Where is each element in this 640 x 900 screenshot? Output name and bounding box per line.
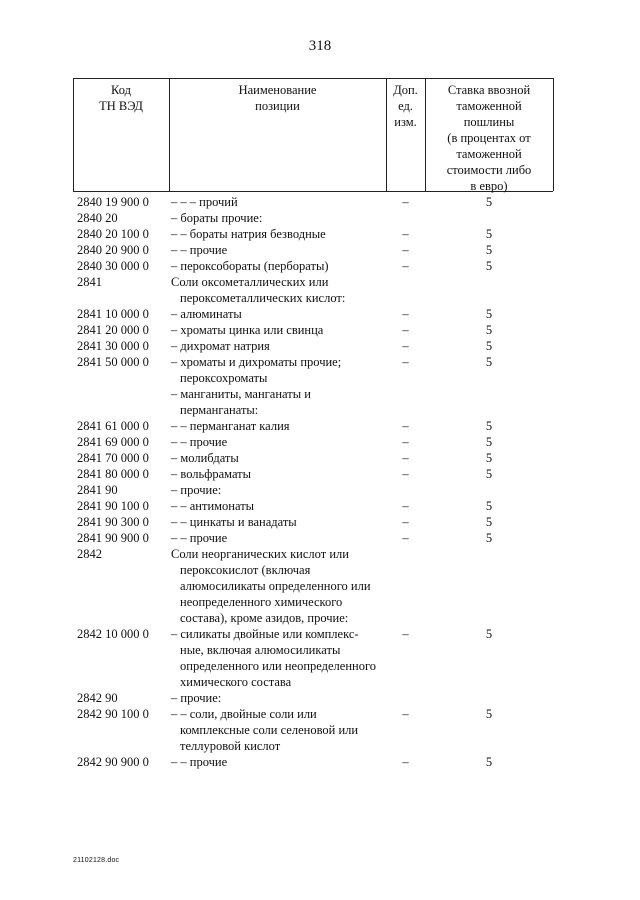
row-code xyxy=(73,386,169,418)
description-line: – – антимонаты xyxy=(171,499,255,513)
row-code: 2842 xyxy=(77,547,102,561)
description-line: – – – прочий xyxy=(171,195,238,209)
row-description xyxy=(169,514,386,530)
row-code: 2841 xyxy=(77,275,102,289)
description-line: – прочие: xyxy=(171,691,222,705)
row-description xyxy=(169,354,386,386)
header-name: Наименование позиции xyxy=(238,83,317,113)
row-code: 2841 90 900 0 xyxy=(77,531,149,545)
row-code: 2841 20 000 0 xyxy=(77,323,149,337)
header-code: Код ТН ВЭД xyxy=(99,83,143,113)
table-row xyxy=(73,450,553,466)
description-line: пероксометаллических кислот: xyxy=(180,291,346,305)
description-line: неопределенного химического xyxy=(180,595,343,609)
row-rate: 5 xyxy=(485,435,493,449)
table-row xyxy=(73,482,553,498)
table-row xyxy=(73,226,553,242)
table-row xyxy=(73,514,553,530)
row-unit: – xyxy=(402,531,409,545)
table-row xyxy=(73,338,553,354)
row-code: 2840 20 900 0 xyxy=(77,243,149,257)
row-description xyxy=(169,482,386,498)
row-unit: – xyxy=(402,419,409,433)
row-rate: 5 xyxy=(485,355,493,369)
description-line: – хроматы и дихроматы прочие; xyxy=(171,355,342,369)
row-unit xyxy=(386,386,425,418)
table-row xyxy=(73,322,553,338)
row-unit xyxy=(386,690,425,706)
description-line: – – перманганат калия xyxy=(171,419,290,433)
row-rate xyxy=(425,274,553,306)
row-code: 2841 90 xyxy=(77,483,118,497)
header-unit: Доп. ед. изм. xyxy=(393,83,418,129)
footer-filename: 21102128.doc xyxy=(73,857,120,864)
description-line: – прочие: xyxy=(171,483,222,497)
row-description xyxy=(169,386,386,418)
row-rate: 5 xyxy=(485,227,493,241)
row-rate: 5 xyxy=(485,707,493,721)
row-description xyxy=(169,210,386,226)
row-unit: – xyxy=(402,627,409,641)
row-code: 2841 30 000 0 xyxy=(77,339,149,353)
description-line: пероксохроматы xyxy=(180,371,268,385)
row-description xyxy=(169,226,386,242)
row-unit: – xyxy=(402,515,409,529)
header-right-border xyxy=(553,78,554,191)
description-line: – пероксобораты (пербораты) xyxy=(171,259,329,273)
row-description xyxy=(169,466,386,482)
row-rate: 5 xyxy=(485,195,493,209)
table-row xyxy=(73,466,553,482)
row-code: 2841 69 000 0 xyxy=(77,435,149,449)
row-rate: 5 xyxy=(485,627,493,641)
row-rate: 5 xyxy=(485,243,493,257)
description-line: перманганаты: xyxy=(180,403,259,417)
description-line: – – прочие xyxy=(171,755,228,769)
row-unit xyxy=(386,210,425,226)
table-row xyxy=(73,546,553,626)
header-rate: Ставка ввозной таможенной пошлины (в процентах от таможенной стоимости либо в евро) xyxy=(446,83,532,193)
row-unit: – xyxy=(402,499,409,513)
row-unit: – xyxy=(402,755,409,769)
description-line: – – бораты натрия безводные xyxy=(171,227,326,241)
row-description xyxy=(169,434,386,450)
row-code: 2841 50 000 0 xyxy=(77,355,149,369)
table-body xyxy=(73,194,553,770)
row-description xyxy=(169,530,386,546)
description-line: – молибдаты xyxy=(171,451,239,465)
row-description xyxy=(169,706,386,754)
row-rate: 5 xyxy=(485,307,493,321)
row-rate xyxy=(425,690,553,706)
row-rate: 5 xyxy=(485,531,493,545)
row-description xyxy=(169,306,386,322)
table-top-border xyxy=(73,78,553,79)
description-line: – манганиты, манганаты и xyxy=(171,387,311,401)
table-row xyxy=(73,258,553,274)
row-unit xyxy=(386,546,425,626)
page-number: 318 xyxy=(308,38,332,54)
row-rate xyxy=(425,482,553,498)
table-row xyxy=(73,690,553,706)
description-line: – – прочие xyxy=(171,435,228,449)
row-description xyxy=(169,546,386,626)
row-unit: – xyxy=(402,355,409,369)
row-unit: – xyxy=(402,323,409,337)
description-line: Соли оксометаллических или xyxy=(171,275,329,289)
description-line: – бораты прочие: xyxy=(171,211,263,225)
table-row xyxy=(73,210,553,226)
description-line: – хроматы цинка или свинца xyxy=(171,323,324,337)
description-line: химического состава xyxy=(180,675,292,689)
row-unit: – xyxy=(402,467,409,481)
description-line: – дихромат натрия xyxy=(171,339,270,353)
row-code: 2841 70 000 0 xyxy=(77,451,149,465)
table-row xyxy=(73,242,553,258)
description-line: – алюминаты xyxy=(171,307,242,321)
row-code: 2840 30 000 0 xyxy=(77,259,149,273)
row-code: 2841 80 000 0 xyxy=(77,467,149,481)
row-unit: – xyxy=(402,435,409,449)
row-unit: – xyxy=(402,227,409,241)
description-line: пероксокислот (включая xyxy=(180,563,311,577)
row-description xyxy=(169,258,386,274)
row-description xyxy=(169,498,386,514)
row-description xyxy=(169,338,386,354)
row-code: 2841 61 000 0 xyxy=(77,419,149,433)
table-row xyxy=(73,306,553,322)
row-code: 2842 90 xyxy=(77,691,118,705)
description-line: определенного или неопределенного xyxy=(180,659,377,673)
description-line: ные, включая алюмосиликаты xyxy=(180,643,341,657)
description-line: алюмосиликаты определенного или xyxy=(180,579,371,593)
row-unit: – xyxy=(402,451,409,465)
row-description xyxy=(169,274,386,306)
row-unit xyxy=(386,482,425,498)
row-rate: 5 xyxy=(485,467,493,481)
row-rate: 5 xyxy=(485,419,493,433)
row-description xyxy=(169,690,386,706)
row-unit: – xyxy=(402,339,409,353)
row-description xyxy=(169,322,386,338)
description-line: – – прочие xyxy=(171,243,228,257)
table-row xyxy=(73,194,553,210)
row-code: 2842 90 900 0 xyxy=(77,755,149,769)
row-rate: 5 xyxy=(485,323,493,337)
row-rate xyxy=(425,546,553,626)
row-code: 2841 90 300 0 xyxy=(77,515,149,529)
row-code: 2841 10 000 0 xyxy=(77,307,149,321)
row-rate: 5 xyxy=(485,339,493,353)
description-line: – – цинкаты и ванадаты xyxy=(171,515,297,529)
row-unit: – xyxy=(402,259,409,273)
description-line: состава), кроме азидов, прочие: xyxy=(180,611,349,625)
row-code: 2842 10 000 0 xyxy=(77,627,149,641)
row-rate xyxy=(425,386,553,418)
row-unit: – xyxy=(402,707,409,721)
row-unit: – xyxy=(402,243,409,257)
description-line: – вольфраматы xyxy=(171,467,252,481)
table-row xyxy=(73,386,553,418)
description-line: теллуровой кислот xyxy=(180,739,281,753)
row-description xyxy=(169,242,386,258)
row-code: 2840 19 900 0 xyxy=(77,195,149,209)
row-description xyxy=(169,450,386,466)
row-description xyxy=(169,194,386,210)
row-rate: 5 xyxy=(485,259,493,273)
row-code: 2840 20 xyxy=(77,211,118,225)
row-rate xyxy=(425,210,553,226)
table-row xyxy=(73,706,553,754)
row-rate: 5 xyxy=(485,451,493,465)
description-line: Соли неорганических кислот или xyxy=(171,547,349,561)
table-row xyxy=(73,274,553,306)
description-line: комплексные соли селеновой или xyxy=(180,723,359,737)
description-line: – силикаты двойные или комплекс- xyxy=(171,627,359,641)
row-unit: – xyxy=(402,195,409,209)
table-row xyxy=(73,418,553,434)
row-description xyxy=(169,418,386,434)
description-line: – – соли, двойные соли или xyxy=(171,707,317,721)
row-code: 2841 90 100 0 xyxy=(77,499,149,513)
table-row xyxy=(73,754,553,770)
row-rate: 5 xyxy=(485,755,493,769)
table-row xyxy=(73,354,553,386)
description-line: – – прочие xyxy=(171,531,228,545)
row-rate: 5 xyxy=(485,515,493,529)
row-description xyxy=(169,754,386,770)
table-row xyxy=(73,626,553,690)
row-rate: 5 xyxy=(485,499,493,513)
table-row xyxy=(73,530,553,546)
row-description xyxy=(169,626,386,690)
row-unit xyxy=(386,274,425,306)
table-row xyxy=(73,434,553,450)
row-code: 2840 20 100 0 xyxy=(77,227,149,241)
table-row xyxy=(73,498,553,514)
row-unit: – xyxy=(402,307,409,321)
row-code: 2842 90 100 0 xyxy=(77,707,149,721)
